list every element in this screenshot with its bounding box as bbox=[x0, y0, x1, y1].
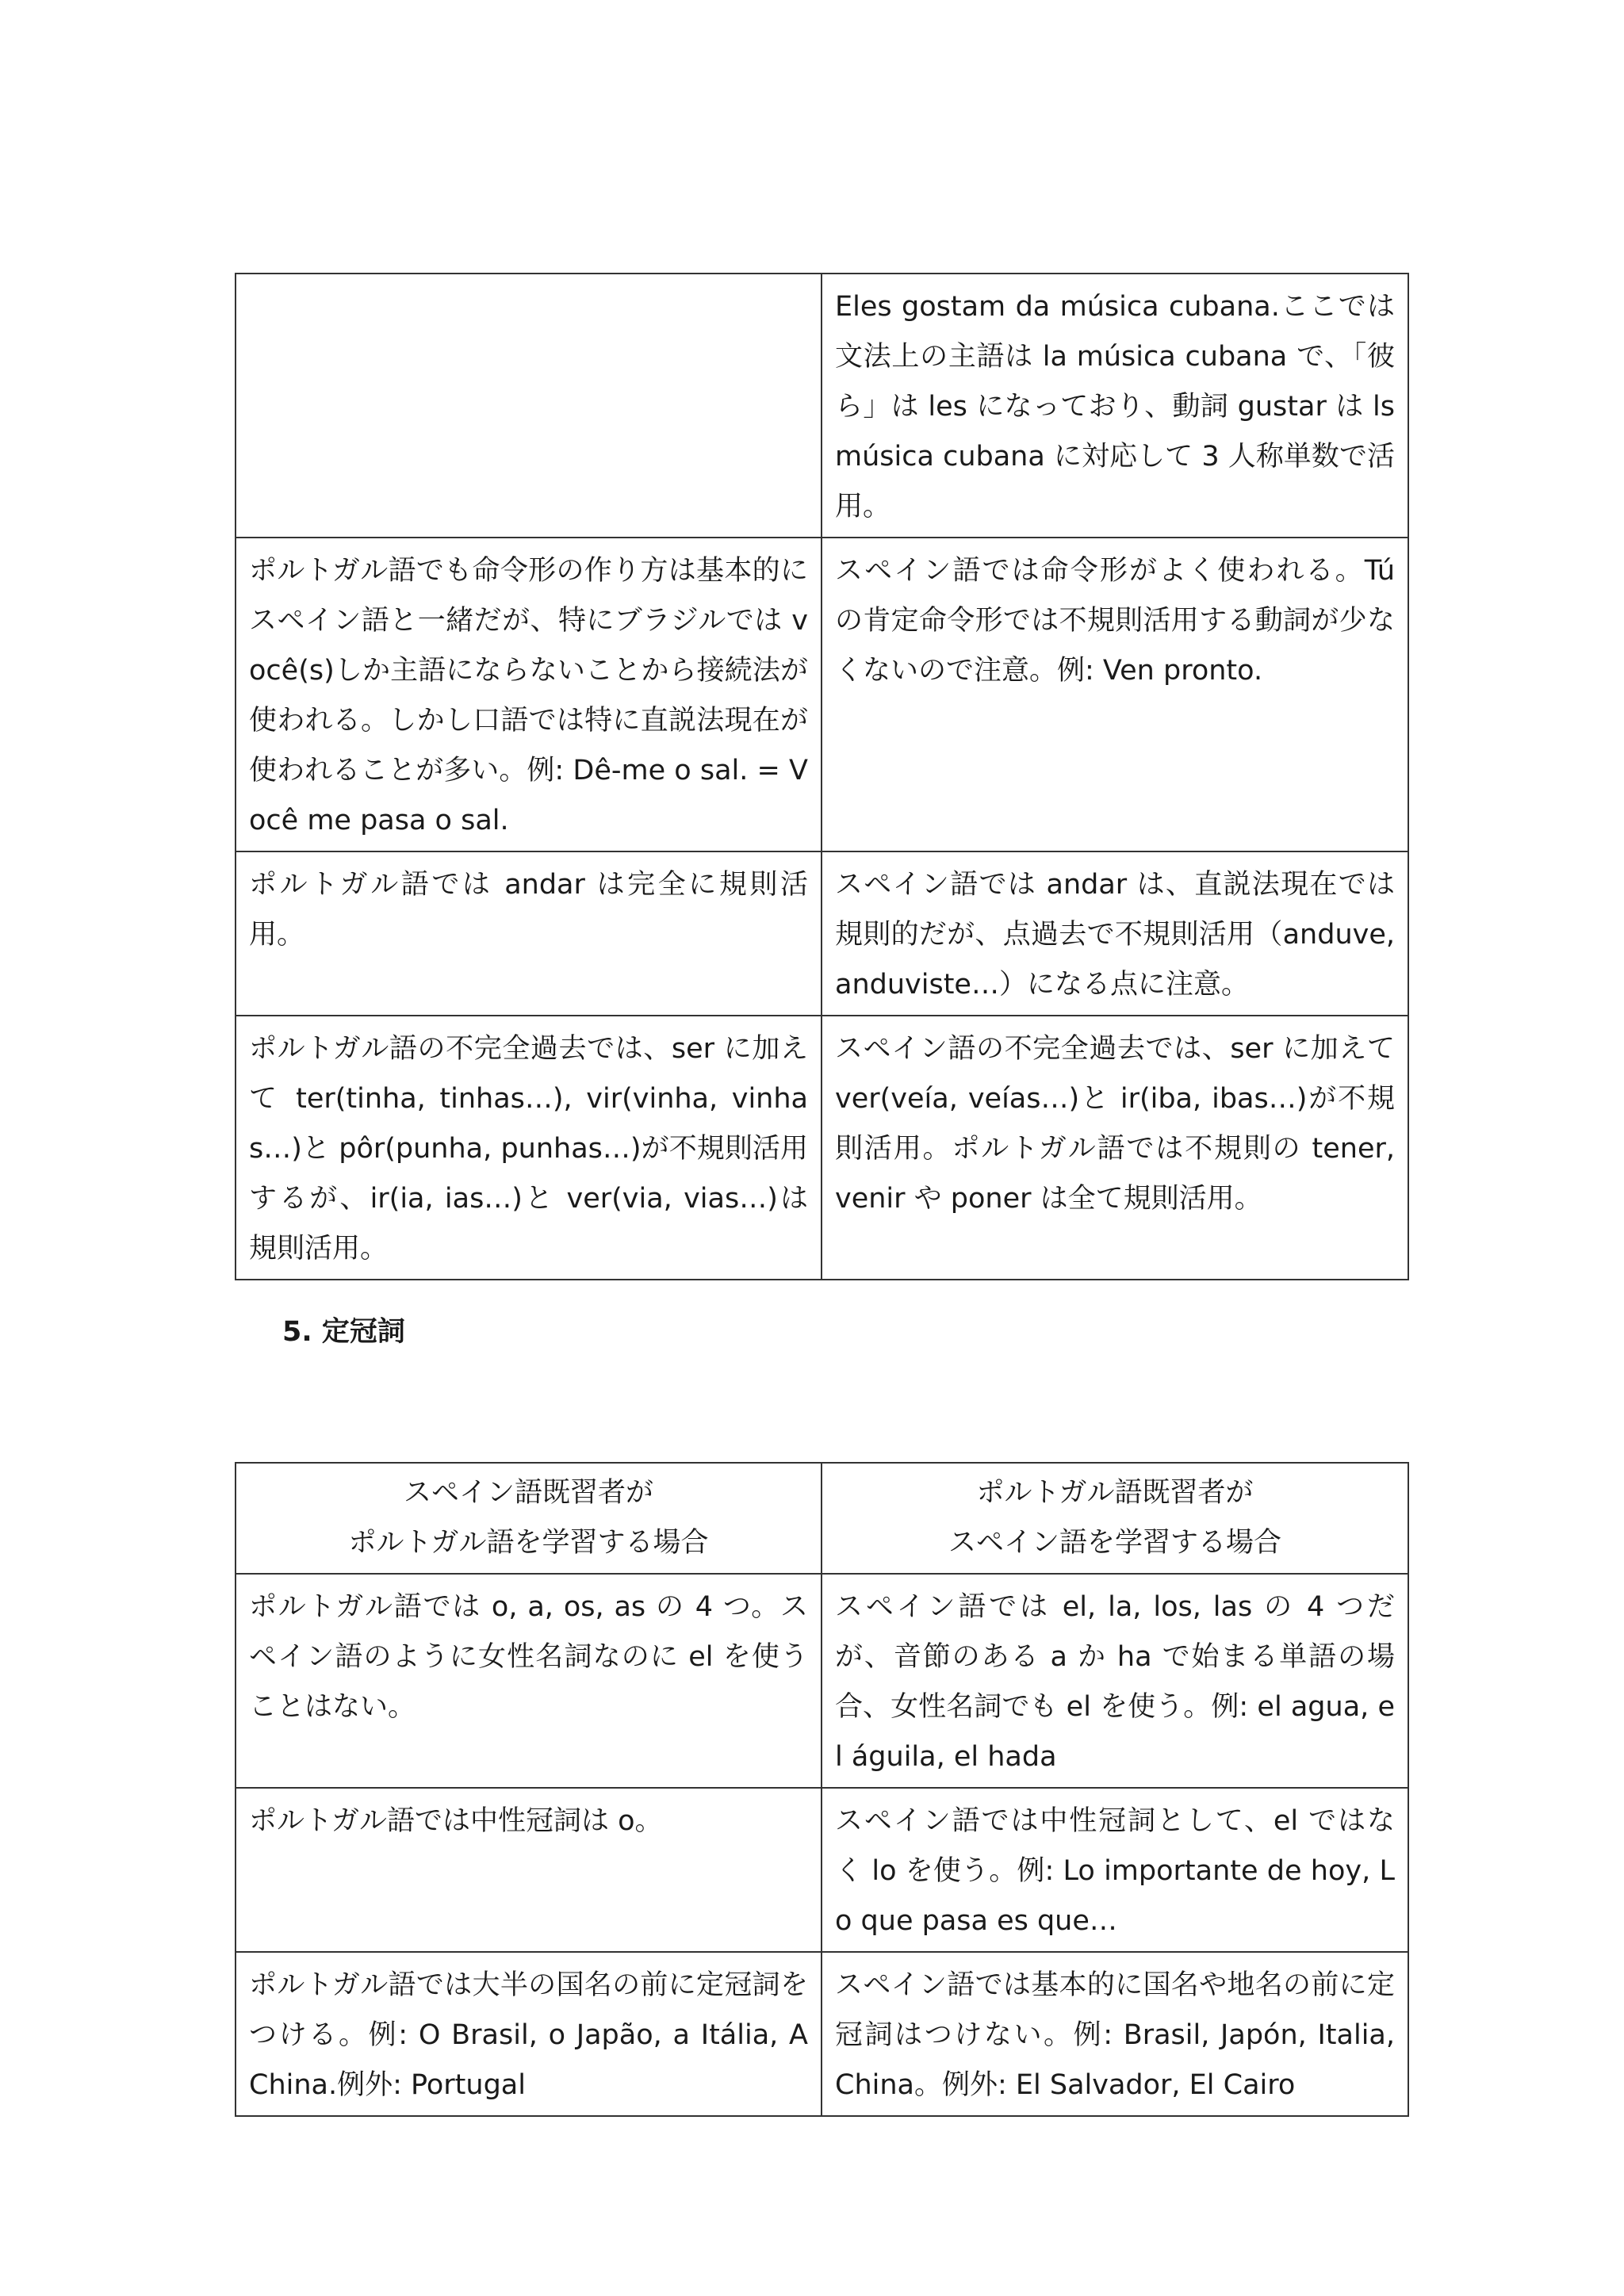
table-cell-left: ポルトガル語でも命令形の作り方は基本的にスペイン語と一緒だが、特にブラジルでは você(s)しか主語にならないことから接続法が使われる。しかし口語では特に直説法現在が使われることが多い。例: Dê-me o sal. = Você me pasa o sal. bbox=[236, 538, 822, 851]
table-cell-left: ポルトガル語の不完全過去では、ser に加えて ter(tinha, tinhas…), vir(vinha, vinhas…)と pôr(punha, punhas…)が不規則活用するが、ir(ia, ias…)と ver(via, vias…)は規則活用。 bbox=[236, 1016, 822, 1280]
comparison-table-verbs bbox=[235, 273, 1409, 1280]
table-cell-right: スペイン語では基本的に国名や地名の前に定冠詞はつけない。例: Brasil, Japón, Italia, China。例外: El Salvador, El Cairo bbox=[822, 1952, 1408, 2116]
table-cell-right: Eles gostam da música cubana.ここでは文法上の主語は la música cubana で、「彼ら」は les になっており、動詞 gustar は ls música cubana に対応して 3 人称単数で活用。 bbox=[822, 274, 1408, 538]
table-header-right bbox=[822, 1463, 1408, 1574]
table-cell-left: ポルトガル語では大半の国名の前に定冠詞をつける。例: O Brasil, o Japão, a Itália, A China.例外: Portugal bbox=[236, 1952, 822, 2116]
table-row bbox=[236, 1016, 1408, 1280]
table-cell-left: ポルトガル語では o, a, os, as の 4 つ。スペイン語のように女性名詞なのに el を使うことはない。 bbox=[236, 1574, 822, 1788]
table-cell-left: ポルトガル語では中性冠詞は o。 bbox=[236, 1788, 822, 1952]
table-cell-right: スペイン語では中性冠詞として、el ではなく lo を使う。例: Lo importante de hoy, Lo que pasa es que… bbox=[822, 1788, 1408, 1952]
header-line: スペイン語を学習する場合 bbox=[948, 1527, 1281, 1559]
table-row bbox=[236, 538, 1408, 851]
table-header-left bbox=[236, 1463, 822, 1574]
table-cell-right: スペイン語では andar は、直説法現在では規則的だが、点過去で不規則活用（anduve, anduviste…）になる点に注意。 bbox=[822, 851, 1408, 1016]
table-cell-right: スペイン語では命令形がよく使われる。Tú の肯定命令形では不規則活用する動詞が少なくないので注意。例: Ven pronto. bbox=[822, 538, 1408, 851]
table-row bbox=[236, 1952, 1408, 2116]
table-row bbox=[236, 851, 1408, 1016]
header-line: ポルトガル語を学習する場合 bbox=[348, 1527, 709, 1559]
table-cell-right: スペイン語では el, la, los, las の 4 つだが、音節のある a か ha で始まる単語の場合、女性名詞でも el を使う。例: el agua, el águila, el hada bbox=[822, 1574, 1408, 1788]
section-heading: 5. 定冠詞 bbox=[282, 1316, 405, 1348]
table-row bbox=[236, 1788, 1408, 1952]
table-cell-left bbox=[236, 274, 822, 538]
comparison-table-articles bbox=[235, 1462, 1409, 2117]
header-line: スペイン語既習者が bbox=[403, 1477, 653, 1509]
header-line: ポルトガル語既習者が bbox=[976, 1477, 1254, 1509]
table-header-row bbox=[236, 1463, 1408, 1574]
table-cell-left: ポルトガル語では andar は完全に規則活用。 bbox=[236, 851, 822, 1016]
table-cell-right: スペイン語の不完全過去では、ser に加えて ver(veía, veías…)と ir(iba, ibas…)が不規則活用。ポルトガル語では不規則の tener, venir や poner は全て規則活用。 bbox=[822, 1016, 1408, 1280]
table-row bbox=[236, 274, 1408, 538]
table-row bbox=[236, 1574, 1408, 1788]
